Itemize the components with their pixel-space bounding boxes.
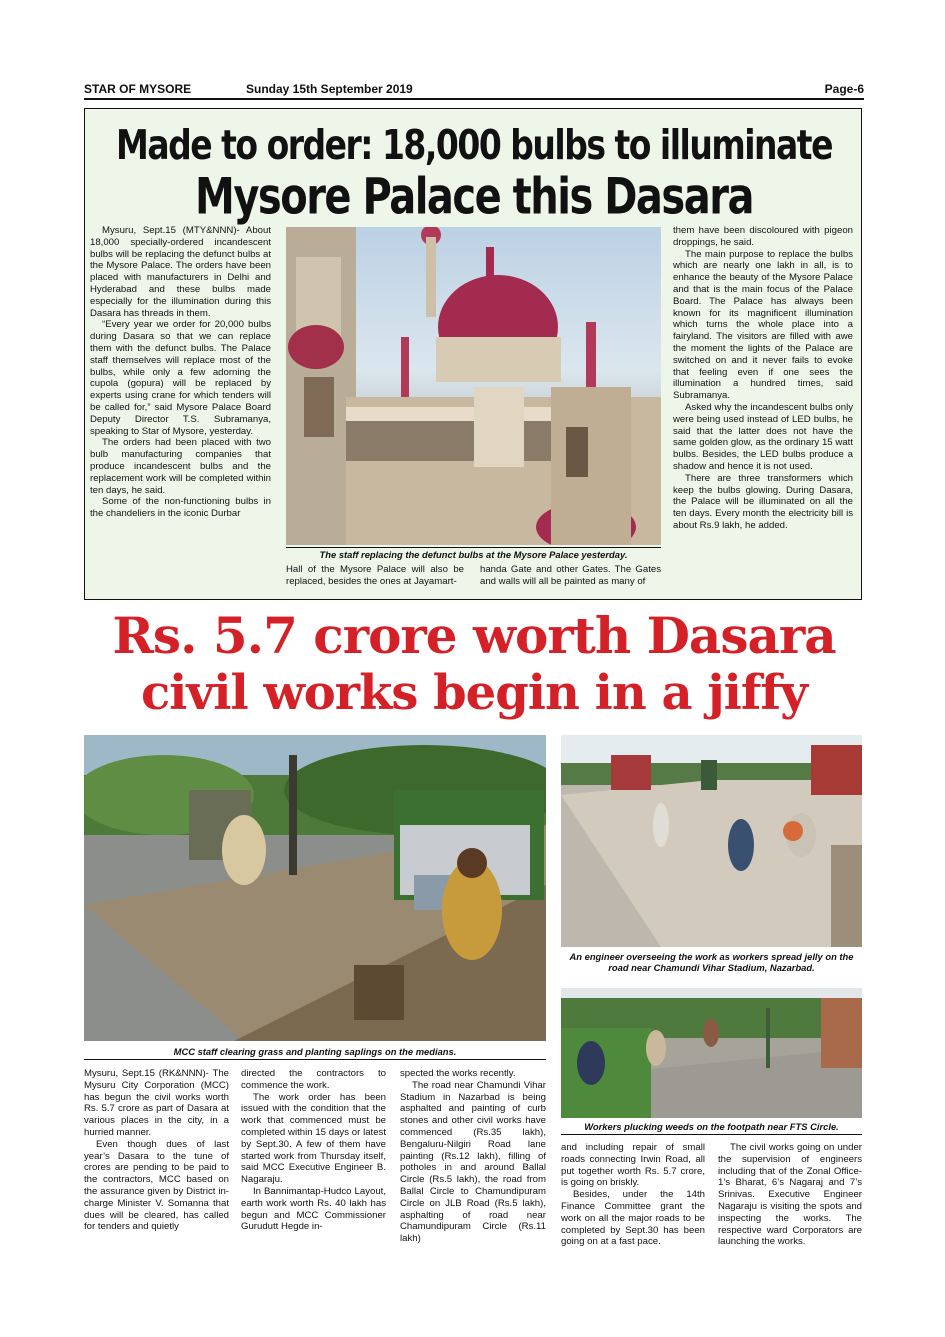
story2-main-caption: MCC staff clearing grass and planting saplings on the medians. xyxy=(84,1046,546,1060)
story2-column-4 xyxy=(561,1142,705,1248)
road-illustration xyxy=(561,735,862,947)
masthead xyxy=(84,80,864,100)
median-illustration xyxy=(84,735,546,1041)
story1-column-3 xyxy=(480,564,661,588)
story2-column-3 xyxy=(400,1068,546,1245)
palace-illustration xyxy=(286,227,661,545)
story2-paragraph: directed the contractors to commence the work. xyxy=(241,1068,386,1091)
story1-paragraph: The orders had been placed with two bulb manufacturing companies that produce incandescent bulbs and the replacement work will be completed within ten days, he said. xyxy=(90,437,271,496)
story2-column-2 xyxy=(241,1068,386,1233)
story2-right-caption-2: Workers plucking weeds on the footpath near FTS Circle. xyxy=(561,1121,862,1135)
story1-paragraph: The main purpose to replace the bulbs which are nearly one lakh in all, is to enhance the beauty of the Mysore Palace and that is the main focus of the Palace Board. The Palace has always been known for its magnificent illumination which turns the whole place into a fairyland. The visitors are filled with awe the moment the lights of the Palace are switched on and it never fails to evoke that feeling even if one sees the illumination a hundred times, said Subramanya. xyxy=(673,248,853,402)
page-number: Page-6 xyxy=(824,82,864,96)
story2-paragraph: In Bannimantap-Hudco Layout, earth work worth Rs. 40 lakh has begun and MCC Commissioner Gurudutt Hegde in- xyxy=(241,1185,386,1233)
story1-column-2 xyxy=(286,564,464,588)
story2-paragraph: The road near Chamundi Vihar Stadium in Nazarbad is being asphalted and painting of curb stones and other civil works have commenced (Rs.35 lakh), Bengaluru-Nilgiri Road lane painting (Rs.12 lakh), filling of potholes in and around Ballal Circle (Rs.5 lakh), the road from Ballal Circle to Chamundipuram Circle on JLB Road (Rs.5 lakh), asphalting of road near Chamundipuram Circle (Rs.11 lakh) xyxy=(400,1079,546,1245)
story2-column-1 xyxy=(84,1068,229,1233)
footpath-weeds-photo xyxy=(561,988,862,1118)
story1-paragraph: “Every year we order for 20,000 bulbs during Dasara so that we can replace them with the defunct bulbs. The Palace staff themselves will replace most of the bulbs, while only a few adorning the cupola (gopura) will be replaced by experts using crane for which tenders will be called for,” said Mysore Palace Board Deputy Director T.S. Subramanya, speaking to Star of Mysore, yesterday. xyxy=(90,319,271,437)
palace-photo xyxy=(286,227,661,545)
story2-paragraph: The work order has been issued with the condition that the work that commenced must be completed within 15 days or latest by Sept.30. A few of them have started work from Thursday itself, said MCC Executive Engineer B. Nagaraju. xyxy=(241,1091,386,1186)
paper-name: STAR OF MYSORE xyxy=(84,82,192,96)
story2-paragraph: spected the works recently. xyxy=(400,1068,516,1079)
story1-column-4 xyxy=(673,225,853,532)
story1-column-1 xyxy=(90,225,271,520)
story2-paragraph: Mysuru, Sept.15 (RK&NNN)- The Mysuru City Corporation (MCC) has begun the civil works worth Rs. 5.7 crore as part of Dasara at various places in the city, in a hurried manner. xyxy=(84,1068,229,1138)
story1-paragraph: them have been discoloured with pigeon droppings, he said. xyxy=(673,225,853,248)
story1-paragraph: There are three transformers which keep the bulbs glowing. During Dasara, the Palace will be illuminated on all the ten days. Every month the electricity bill is about Rs.9 lakh, he added. xyxy=(673,472,853,531)
issue-date: Sunday 15th September 2019 xyxy=(246,82,413,96)
story2-paragraph: Even though dues of last year’s Dasara to the tune of crores are pending to be paid to the contractors, MCC based on the assurance given by District in-charge Minister V. Somanna that dues will be cleared, has called for tenders and quietly xyxy=(84,1138,229,1233)
palace-bulbs-story xyxy=(84,108,862,600)
footpath-illustration xyxy=(561,988,862,1118)
median-planting-photo xyxy=(84,735,546,1041)
story2-headline-line1: Rs. 5.7 crore worth Dasara xyxy=(112,606,836,665)
story1-paragraph: Mysuru, Sept.15 (MTY&NNN)- About 18,000 specially-ordered incandescent bulbs will be replacing the defunct bulbs at the Mysore Palace. The orders have been placed with manufacturers in Delhi and Hyderabad and these bulbs made especially for the illumination during this Dasara has threads in them. xyxy=(90,225,271,319)
story2-paragraph: The civil works going on under the supervision of engineers including that of the Zonal Office-1’s Bharat, 6’s Nagaraj and 7’s Srinivas. Executive Engineer Nagaraju is visiting the spots and inspecting the works. The respective ward Corporators are launching the works. xyxy=(718,1142,862,1248)
story1-paragraph: Asked why the incandescent bulbs only were being used instead of LED bulbs, he said that the latter does not have the same golden glow, as the ordinary 15 watt bulbs. Besides, the LED bulbs produce a shadow and hence it is not used. xyxy=(673,401,853,472)
story2-right-caption-1: An engineer overseeing the work as workers spread jelly on the road near Chamundi Vihar Stadium, Nazarbad. xyxy=(569,951,854,973)
story1-paragraph: handa Gate and other Gates. The Gates and walls will all be painted as many of xyxy=(480,564,661,587)
story1-headline-line1: Made to order: 18,000 bulbs to illuminate xyxy=(116,120,832,169)
story2-column-5 xyxy=(718,1142,862,1248)
story2-paragraph: Besides, under the 14th Finance Committee grant the work on all the major roads to be completed by Sept.30 has been going on at a fast pace. xyxy=(561,1189,705,1248)
story2-paragraph: and including repair of small roads connecting Irwin Road, all put together worth Rs. 5.7 crore, is going on briskly. xyxy=(561,1142,705,1189)
story2-headline-line2: civil works begin in a jiffy xyxy=(140,665,808,721)
story1-photo-caption: The staff replacing the defunct bulbs at the Mysore Palace yesterday. xyxy=(286,547,661,560)
story1-paragraph: Some of the non-functioning bulbs in the chandeliers in the iconic Durbar xyxy=(90,496,271,520)
road-jelly-photo xyxy=(561,735,862,947)
story1-headline-line2: Mysore Palace this Dasara xyxy=(195,168,753,226)
story1-paragraph: Hall of the Mysore Palace will also be replaced, besides the ones at Jayamart- xyxy=(286,564,464,587)
